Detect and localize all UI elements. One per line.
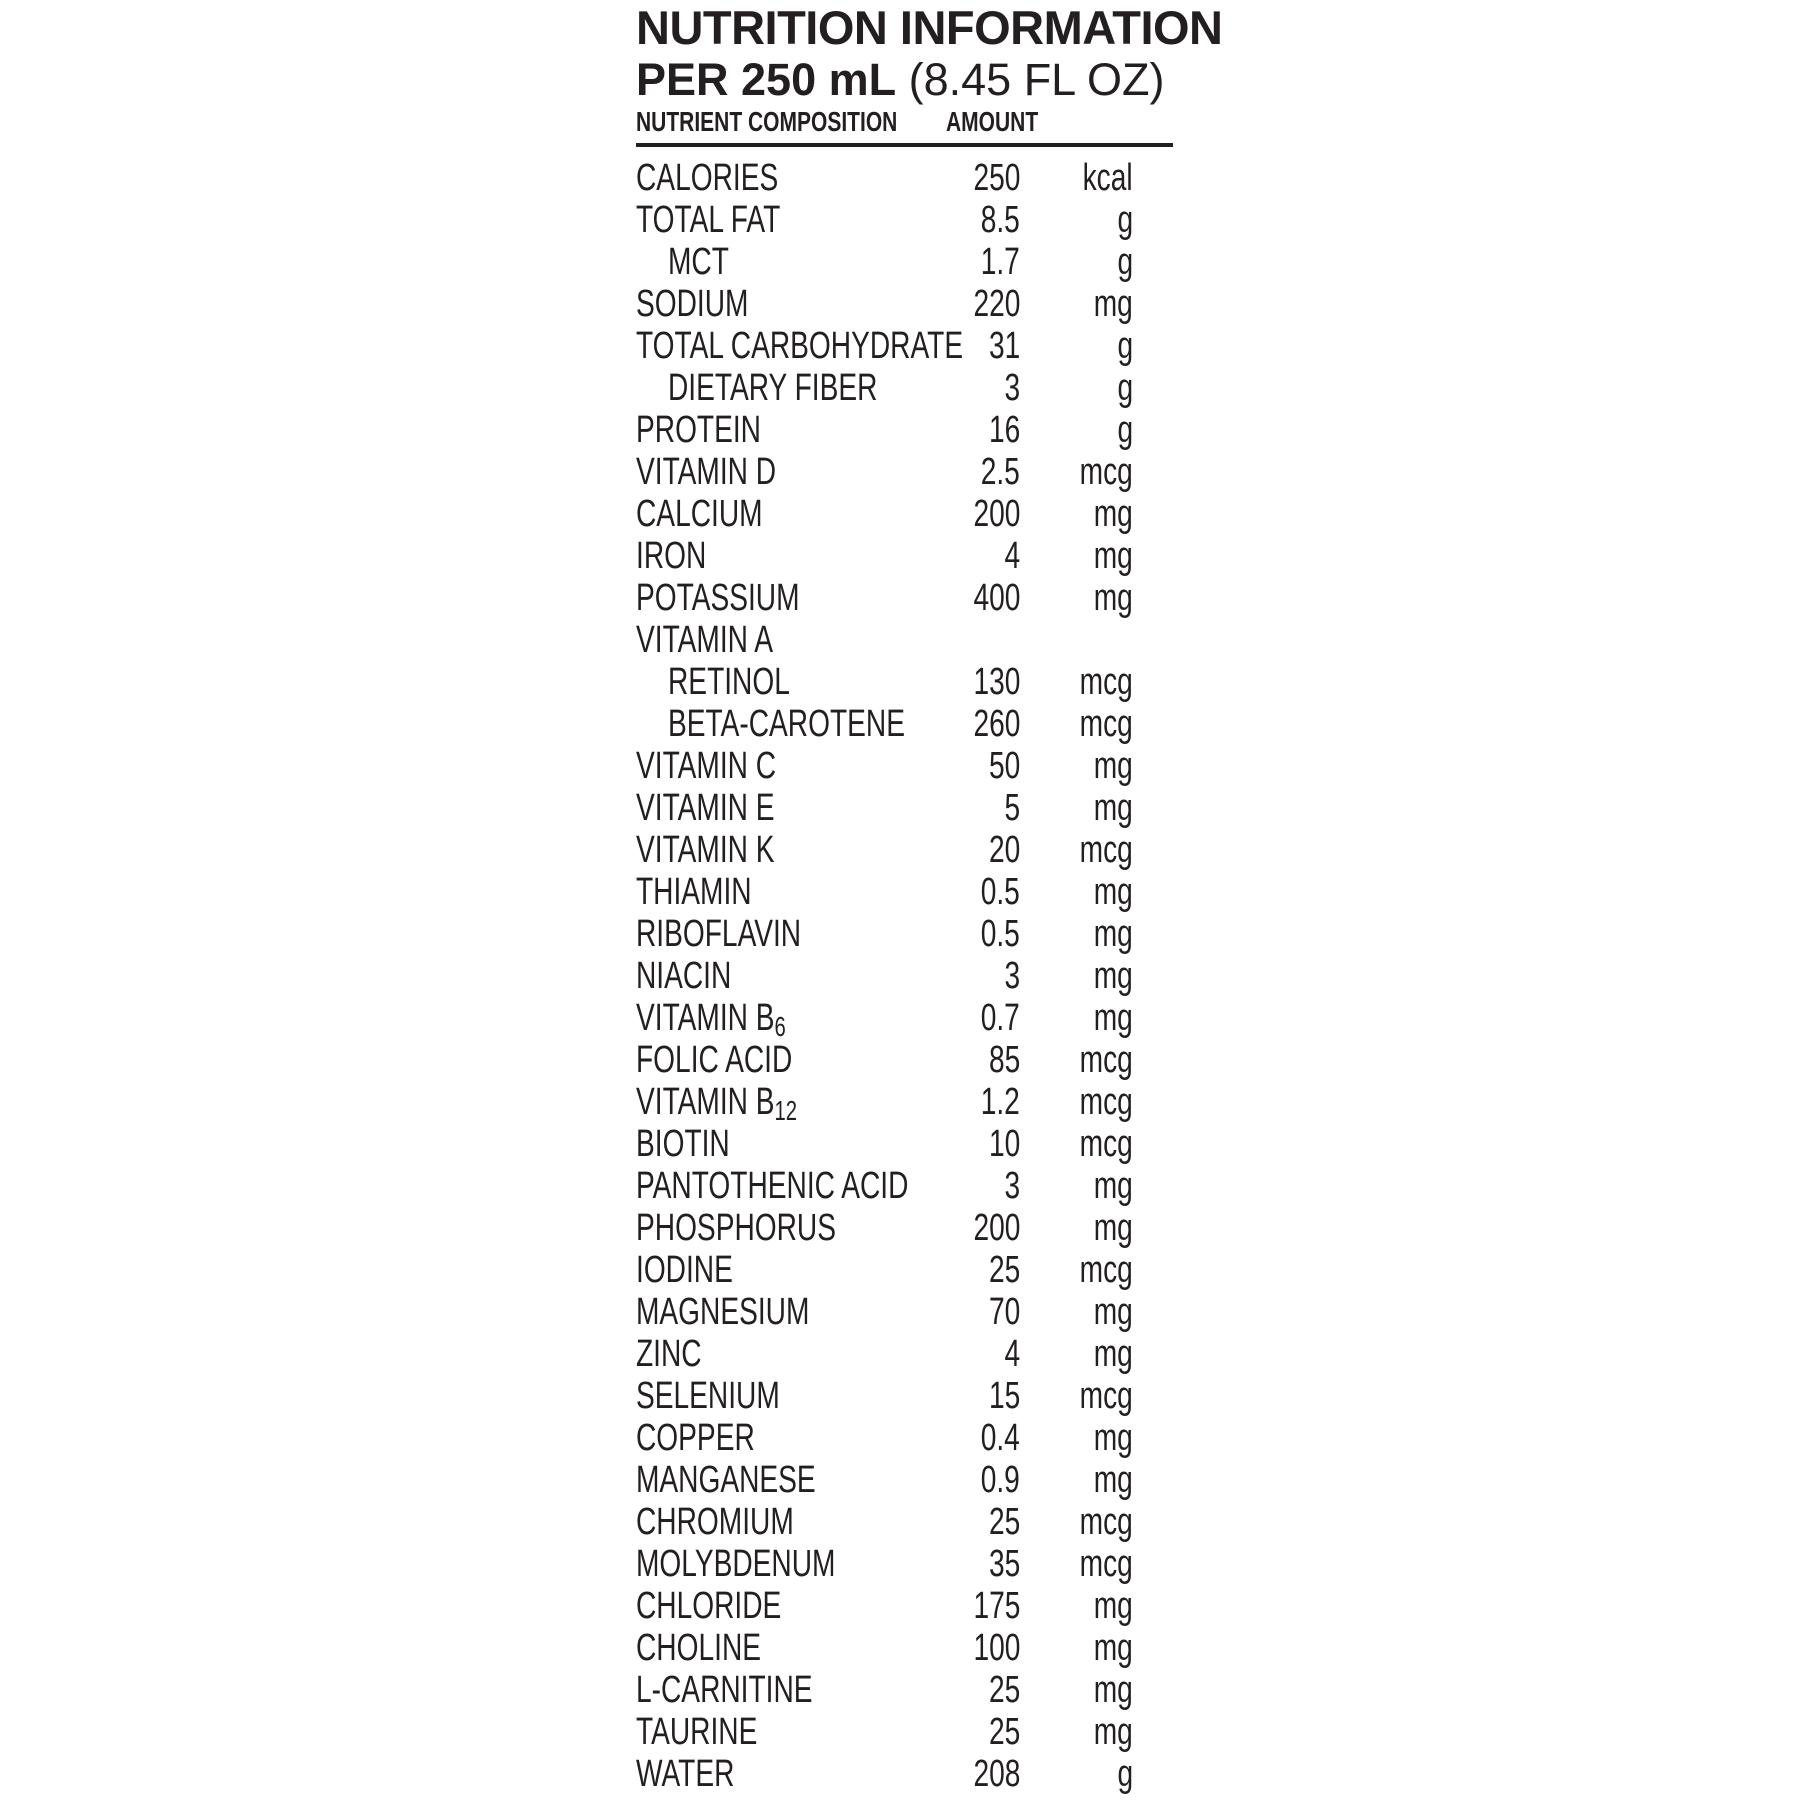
nutrient-unit: mg	[1093, 955, 1133, 997]
nutrient-amount: 200	[973, 1207, 1020, 1249]
nutrient-amount: 3	[1004, 1165, 1020, 1207]
nutrient-name	[636, 283, 748, 325]
nutrient-unit: mg	[1093, 1165, 1133, 1207]
nutrient-name	[636, 1123, 730, 1165]
nutrient-name	[636, 1459, 816, 1501]
nutrient-name-text: VITAMIN C	[636, 745, 777, 787]
nutrient-row	[636, 829, 1173, 871]
nutrient-name-text: CHOLINE	[636, 1627, 762, 1669]
nutrient-amount: 1.7	[980, 241, 1020, 283]
nutrient-unit: mcg	[1079, 661, 1133, 703]
nutrient-row	[636, 787, 1173, 829]
nutrient-row	[636, 1501, 1173, 1543]
nutrient-name-text: RIBOFLAVIN	[636, 913, 802, 955]
serving-size	[636, 55, 1165, 105]
nutrient-name-text: SELENIUM	[636, 1375, 780, 1417]
nutrient-row	[636, 409, 1173, 451]
nutrient-name-text: POTASSIUM	[636, 577, 800, 619]
nutrient-name	[636, 577, 800, 619]
nutrient-name	[668, 241, 729, 283]
nutrient-name	[636, 1375, 780, 1417]
nutrient-name	[636, 619, 773, 661]
nutrient-unit: mg	[1093, 1459, 1133, 1501]
nutrient-row	[636, 1249, 1173, 1291]
nutrient-name-text: PANTOTHENIC ACID	[636, 1165, 909, 1207]
nutrient-name-text: COPPER	[636, 1417, 755, 1459]
nutrient-row	[636, 451, 1173, 493]
nutrient-amount: 0.9	[980, 1459, 1020, 1501]
nutrient-name-text: VITAMIN E	[636, 787, 775, 829]
nutrient-amount: 130	[973, 661, 1020, 703]
nutrient-name	[636, 871, 752, 913]
nutrient-unit: mg	[1093, 1333, 1133, 1375]
nutrient-row	[636, 703, 1173, 745]
nutrient-unit: mg	[1093, 493, 1133, 535]
nutrient-row	[636, 871, 1173, 913]
nutrient-amount: 25	[988, 1711, 1020, 1753]
nutrient-amount: 3	[1004, 955, 1020, 997]
nutrient-name	[636, 199, 780, 241]
nutrient-unit: mg	[1093, 1417, 1133, 1459]
nutrient-name	[636, 787, 775, 829]
nutrient-amount: 25	[988, 1501, 1020, 1543]
nutrient-name	[636, 451, 776, 493]
nutrient-amount: 35	[988, 1543, 1020, 1585]
nutrient-name	[636, 1417, 755, 1459]
header-divider	[636, 143, 1173, 147]
panel-title: NUTRITION INFORMATION	[636, 1, 1223, 54]
nutrient-name-text: BIOTIN	[636, 1123, 730, 1165]
nutrient-name-text: RETINOL	[668, 661, 790, 703]
nutrient-unit: mg	[1093, 577, 1133, 619]
nutrient-unit: mg	[1093, 871, 1133, 913]
nutrient-name-text: MOLYBDENUM	[636, 1543, 836, 1585]
nutrient-unit: kcal	[1082, 157, 1133, 199]
nutrient-name-text: NIACIN	[636, 955, 732, 997]
nutrient-amount: 400	[973, 577, 1020, 619]
nutrient-name	[636, 997, 786, 1043]
nutrient-name	[636, 1585, 781, 1627]
nutrient-name	[636, 1249, 733, 1291]
nutrient-amount: 15	[988, 1375, 1020, 1417]
nutrient-name	[636, 157, 778, 199]
nutrient-row	[636, 1669, 1173, 1711]
nutrient-name-text: CHLORIDE	[636, 1585, 782, 1627]
nutrient-name	[636, 955, 731, 997]
nutrient-row	[636, 1165, 1173, 1207]
nutrient-amount: 220	[973, 283, 1020, 325]
nutrient-row	[636, 157, 1173, 199]
nutrient-unit: mg	[1093, 1627, 1133, 1669]
nutrient-row	[636, 1627, 1173, 1669]
nutrient-name	[636, 1669, 813, 1711]
nutrient-amount: 200	[973, 493, 1020, 535]
nutrient-name	[636, 1165, 908, 1207]
nutrient-amount: 1.2	[980, 1081, 1020, 1123]
nutrient-name	[636, 409, 761, 451]
nutrient-unit: mg	[1093, 1669, 1133, 1711]
nutrient-unit: mg	[1093, 1207, 1133, 1249]
nutrient-row	[636, 241, 1173, 283]
nutrient-row	[636, 1123, 1173, 1165]
nutrient-amount: 25	[988, 1669, 1020, 1711]
nutrient-amount: 25	[988, 1249, 1020, 1291]
nutrient-name-text: CHROMIUM	[636, 1501, 794, 1543]
nutrient-unit: mcg	[1079, 1375, 1133, 1417]
nutrient-unit: mg	[1093, 1585, 1133, 1627]
nutrient-amount: 208	[973, 1753, 1020, 1795]
nutrient-amount: 85	[988, 1039, 1020, 1081]
nutrient-name	[668, 367, 877, 409]
nutrient-unit: mcg	[1079, 1249, 1133, 1291]
nutrient-name-text: THIAMIN	[636, 871, 752, 913]
nutrient-name-text: VITAMIN B	[636, 997, 775, 1039]
nutrient-amount: 0.4	[980, 1417, 1020, 1459]
nutrient-unit: mcg	[1079, 1543, 1133, 1585]
nutrient-unit: mg	[1093, 1291, 1133, 1333]
nutrient-unit: mg	[1093, 283, 1133, 325]
nutrient-name-text: CALORIES	[636, 157, 779, 199]
nutrient-name	[636, 1039, 792, 1081]
nutrient-name-text: L-CARNITINE	[636, 1669, 813, 1711]
nutrient-name-text: TOTAL CARBOHYDRATE	[636, 325, 964, 367]
nutrient-unit: mg	[1093, 997, 1133, 1039]
nutrient-name	[636, 1543, 835, 1585]
nutrient-name-text: BETA-CAROTENE	[668, 703, 905, 745]
nutrient-name	[636, 1711, 757, 1753]
nutrient-row	[636, 493, 1173, 535]
nutrient-amount: 50	[988, 745, 1020, 787]
nutrient-row	[636, 283, 1173, 325]
nutrient-row	[636, 1753, 1173, 1795]
nutrient-name	[668, 661, 790, 703]
nutrient-name	[636, 1753, 734, 1795]
nutrient-list	[636, 157, 1173, 1795]
nutrient-name-text: IODINE	[636, 1249, 733, 1291]
nutrient-row	[636, 1207, 1173, 1249]
nutrient-name	[636, 1501, 794, 1543]
nutrient-name	[636, 1333, 702, 1375]
serving-size-metric: PER 250 mL	[636, 54, 897, 105]
nutrient-row	[636, 535, 1173, 577]
nutrient-name-text: TAURINE	[636, 1711, 758, 1753]
nutrient-name-text: MANGANESE	[636, 1459, 816, 1501]
nutrient-row	[636, 199, 1173, 241]
nutrient-amount: 260	[973, 703, 1020, 745]
nutrient-amount: 8.5	[980, 199, 1020, 241]
nutrient-name-text: PHOSPHORUS	[636, 1207, 837, 1249]
nutrient-name	[636, 325, 963, 367]
nutrient-amount: 0.5	[980, 871, 1020, 913]
nutrient-name	[636, 829, 775, 871]
nutrient-unit: mcg	[1079, 1081, 1133, 1123]
nutrient-name-text: FOLIC ACID	[636, 1039, 793, 1081]
nutrient-row	[636, 1711, 1173, 1753]
nutrient-row	[636, 1333, 1173, 1375]
nutrient-row	[636, 1081, 1173, 1127]
nutrient-row	[636, 661, 1173, 703]
nutrient-name-text: PROTEIN	[636, 409, 761, 451]
nutrient-amount: 16	[988, 409, 1020, 451]
nutrient-name-text: VITAMIN B	[636, 1081, 775, 1123]
nutrient-name-text: DIETARY FIBER	[668, 367, 878, 409]
nutrient-row	[636, 1375, 1173, 1417]
nutrient-name	[636, 913, 801, 955]
nutrient-name	[636, 745, 776, 787]
nutrient-amount: 20	[988, 829, 1020, 871]
nutrient-unit: mcg	[1079, 703, 1133, 745]
nutrient-amount: 10	[988, 1123, 1020, 1165]
nutrient-amount: 250	[973, 157, 1020, 199]
nutrient-unit: g	[1117, 1753, 1133, 1795]
nutrient-name-subscript: 6	[774, 1011, 786, 1043]
nutrient-row	[636, 1459, 1173, 1501]
nutrient-amount: 175	[973, 1585, 1020, 1627]
nutrient-row	[636, 1417, 1173, 1459]
nutrient-row	[636, 1291, 1173, 1333]
nutrient-name-text: MCT	[668, 241, 729, 283]
nutrient-row	[636, 1039, 1173, 1081]
nutrient-row	[636, 367, 1173, 409]
nutrient-amount: 70	[988, 1291, 1020, 1333]
nutrient-name-text: MAGNESIUM	[636, 1291, 810, 1333]
nutrient-unit: mg	[1093, 787, 1133, 829]
nutrient-name-text: TOTAL FAT	[636, 199, 781, 241]
nutrient-unit: mcg	[1079, 1123, 1133, 1165]
nutrient-amount: 3	[1004, 367, 1020, 409]
nutrient-amount: 100	[973, 1627, 1020, 1669]
nutrient-unit: mcg	[1079, 451, 1133, 493]
nutrient-amount: 5	[1004, 787, 1020, 829]
nutrient-unit: g	[1117, 199, 1133, 241]
nutrient-amount: 0.5	[980, 913, 1020, 955]
nutrient-unit: g	[1117, 325, 1133, 367]
column-header-amount: AMOUNT	[946, 106, 1039, 137]
nutrient-unit: mg	[1093, 535, 1133, 577]
nutrient-name	[636, 1081, 798, 1127]
nutrient-unit: mg	[1093, 913, 1133, 955]
nutrient-unit: g	[1117, 367, 1133, 409]
nutrient-name-text: CALCIUM	[636, 493, 763, 535]
nutrient-row	[636, 1543, 1173, 1585]
nutrient-row	[636, 913, 1173, 955]
nutrient-name-text: ZINC	[636, 1333, 702, 1375]
nutrient-name	[636, 493, 763, 535]
nutrient-row	[636, 745, 1173, 787]
nutrient-amount: 0.7	[980, 997, 1020, 1039]
nutrient-row	[636, 325, 1173, 367]
nutrient-unit: mg	[1093, 745, 1133, 787]
nutrient-name-text: IRON	[636, 535, 707, 577]
nutrient-name	[636, 535, 706, 577]
nutrient-name-text: VITAMIN D	[636, 451, 777, 493]
serving-size-imperial: (8.45 FL OZ)	[896, 54, 1165, 105]
nutrient-row	[636, 955, 1173, 997]
nutrient-amount: 31	[988, 325, 1020, 367]
nutrient-name	[636, 1207, 836, 1249]
nutrient-name-text: VITAMIN A	[636, 619, 773, 661]
nutrient-name-text: SODIUM	[636, 283, 749, 325]
column-header-nutrient: NUTRIENT COMPOSITION	[636, 106, 898, 137]
nutrient-amount: 4	[1004, 1333, 1020, 1375]
nutrient-name-text: WATER	[636, 1753, 735, 1795]
nutrient-row	[636, 577, 1173, 619]
nutrient-unit: mcg	[1079, 1501, 1133, 1543]
nutrient-row	[636, 997, 1173, 1043]
nutrient-name-subscript: 12	[774, 1095, 798, 1127]
nutrient-unit: mg	[1093, 1711, 1133, 1753]
nutrient-name	[636, 1291, 809, 1333]
nutrient-unit: mcg	[1079, 1039, 1133, 1081]
nutrient-name	[636, 1627, 761, 1669]
nutrient-unit: g	[1117, 241, 1133, 283]
nutrient-name	[668, 703, 905, 745]
nutrient-row	[636, 1585, 1173, 1627]
nutrient-unit: mcg	[1079, 829, 1133, 871]
nutrient-name-text: VITAMIN K	[636, 829, 775, 871]
nutrient-amount: 4	[1004, 535, 1020, 577]
nutrient-unit: g	[1117, 409, 1133, 451]
nutrient-row	[636, 619, 1173, 661]
nutrient-amount: 2.5	[980, 451, 1020, 493]
